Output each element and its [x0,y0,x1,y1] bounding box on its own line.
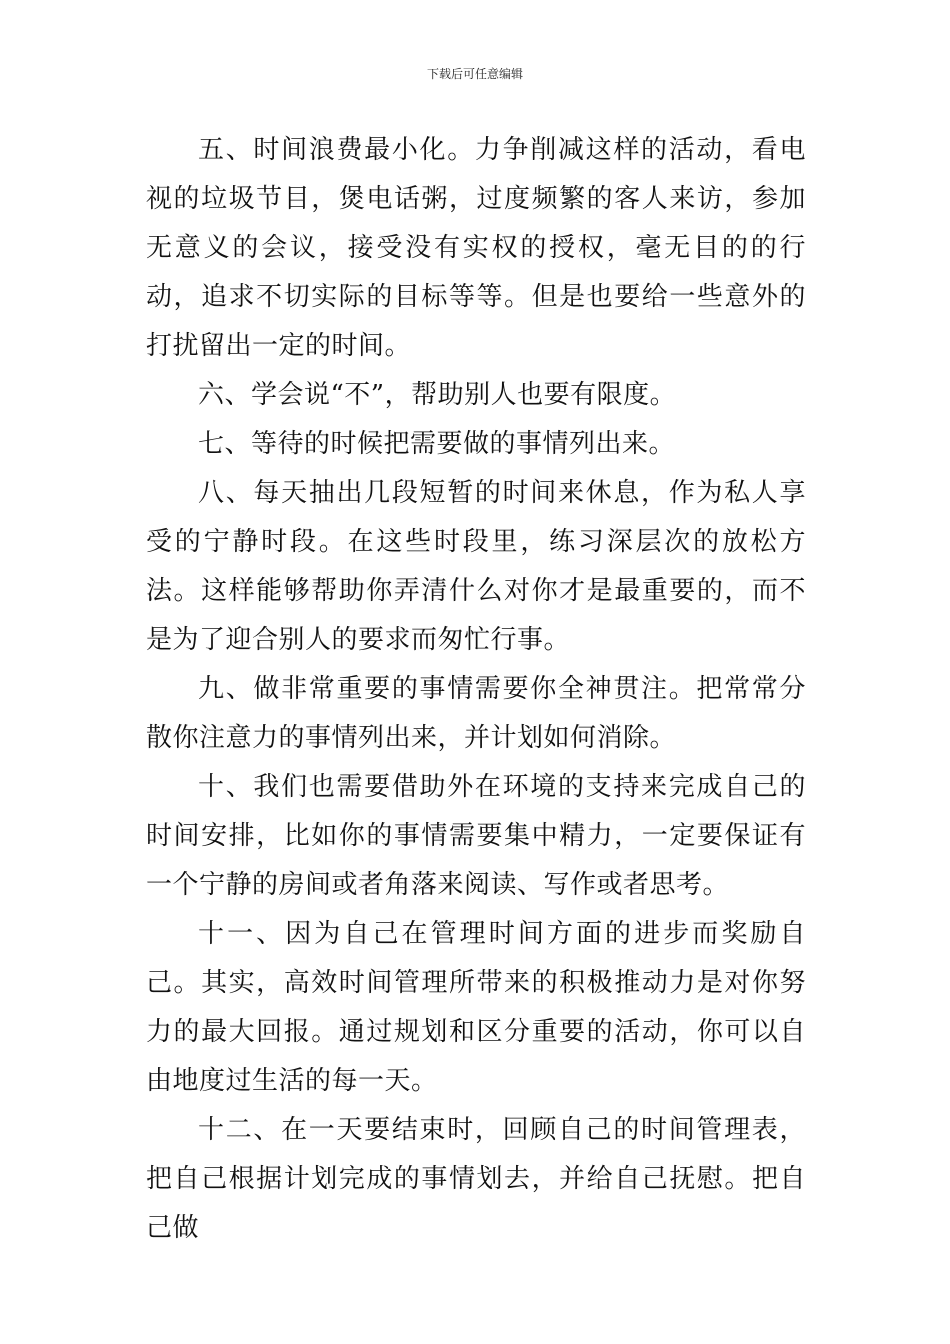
paragraph-9: 九、做非常重要的事情需要你全神贯注。把常常分散你注意力的事情列出来，并计划如何消除。 [146,674,806,753]
paragraph-7: 七、等待的时候把需要做的事情列出来。 [198,429,676,459]
paragraph-11: 十一、因为自己在管理时间方面的进步而奖励自己。其实，高效时间管理所带来的积极推动力是对你努力的最大回报。通过规划和区分重要的活动，你可以自由地度过生活的每一天。 [146,919,806,1096]
paragraph-6: 六、学会说“不”，帮助别人也要有限度。 [198,380,677,410]
paragraph-10: 十、我们也需要借助外在环境的支持来完成自己的时间安排，比如你的事情需要集中精力，一定要保证有一个宁静的房间或者角落来阅读、写作或者思考。 [146,772,806,900]
document-body [146,126,806,1253]
paragraph-8: 八、每天抽出几段短暂的时间来休息，作为私人享受的宁静时段。在这些时段里，练习深层次的放松方法。这样能够帮助你弄清什么对你才是最重要的，而不是为了迎合别人的要求而匆忙行事。 [146,478,806,655]
page-header: 下载后可任意编辑 [426,67,523,81]
paragraph-5: 五、时间浪费最小化。力争削减这样的活动，看电视的垃圾节目，煲电话粥，过度频繁的客人来访，参加无意义的会议，接受没有实权的授权，毫无目的的行动，追求不切实际的目标等等。但是也要给一些意外的打扰留出一定的时间。 [146,135,806,361]
paragraph-12: 十二、在一天要结束时，回顾自己的时间管理表，把自己根据计划完成的事情划去，并给自己抚慰。把自己做 [146,1115,806,1243]
